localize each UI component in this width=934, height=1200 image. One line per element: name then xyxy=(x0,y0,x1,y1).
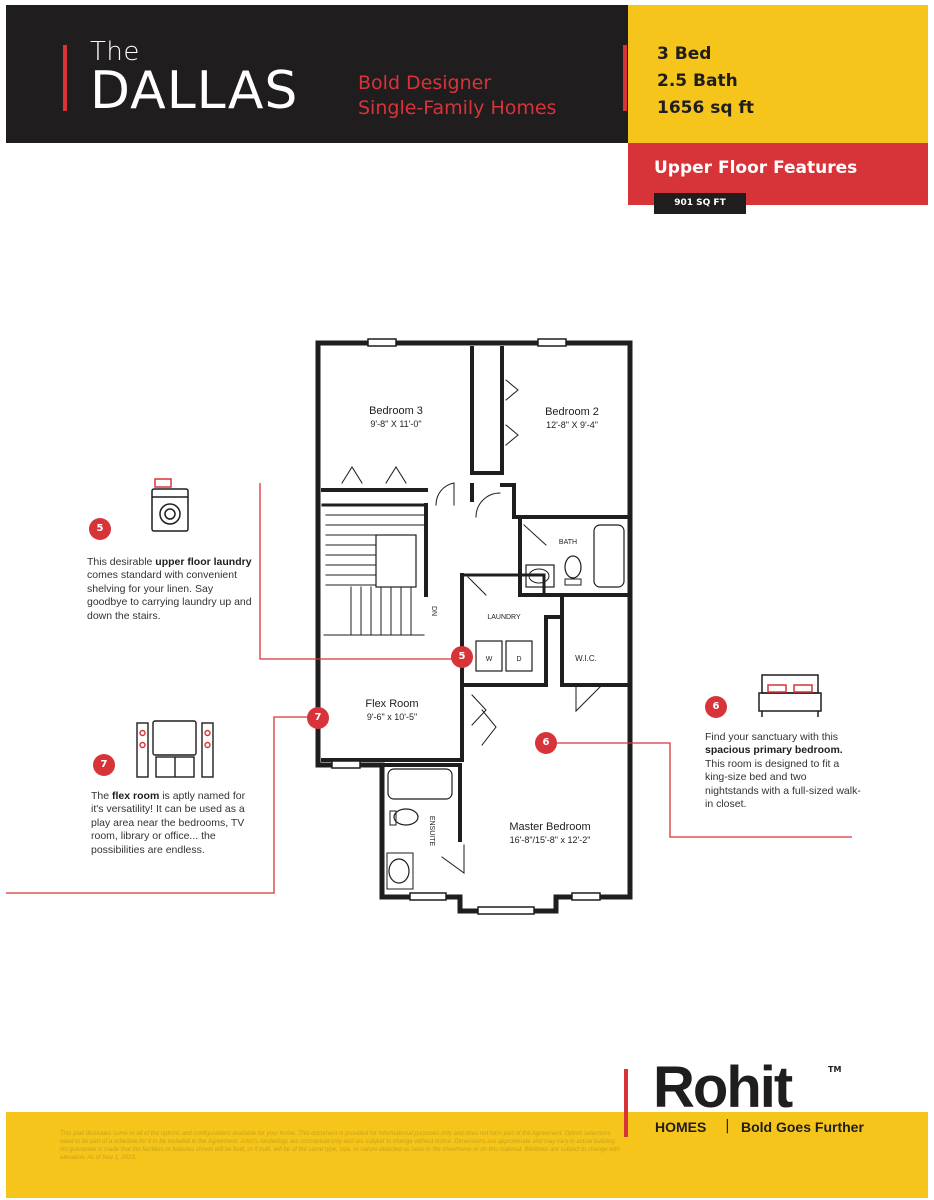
wall-bedroom2-south xyxy=(502,485,630,517)
brochure-page xyxy=(6,5,928,1198)
floor-plan xyxy=(6,5,928,1105)
ensuite-tub xyxy=(388,769,452,799)
model-name: DALLAS xyxy=(90,61,299,121)
bath-label: BATH xyxy=(558,539,578,546)
entertainment-center-icon xyxy=(137,721,213,777)
bath-count: 2.5 Bath xyxy=(657,71,738,91)
ensuite-toilet xyxy=(394,809,418,825)
callout-badge-flex: 7 xyxy=(93,754,115,776)
laundry-label: LAUNDRY xyxy=(487,614,521,621)
rohit-logo: Rohit xyxy=(653,1055,792,1120)
stairs-down-label: DN xyxy=(430,605,437,617)
wall-bedroom2-closet xyxy=(472,348,502,473)
trademark-mark: TM xyxy=(828,1065,842,1074)
callout-badge-bedroom: 6 xyxy=(705,696,727,718)
logo-homes: HOMES xyxy=(655,1119,707,1135)
wic-label: W.I.C. xyxy=(575,654,597,663)
washing-machine-icon xyxy=(152,479,188,531)
plan-marker-bedroom: 6 xyxy=(535,732,557,754)
brand-slogan: Bold Goes Further xyxy=(741,1119,864,1135)
stair-well xyxy=(376,535,416,587)
callout-bedroom-highlight: spacious primary bedroom. xyxy=(705,744,843,757)
plan-marker-laundry: 5 xyxy=(451,646,473,668)
closet-doors xyxy=(342,380,518,483)
tagline-line-1: Bold Designer xyxy=(358,72,492,94)
dryer-label: D xyxy=(516,656,522,663)
logo-accent-bar xyxy=(624,1069,628,1137)
callout-bedroom-text: Find your sanctuary with this spacious primary bedroom. This room is designed to fit a king-size bed and two nightstands with a full-sized walk-in closet. xyxy=(705,731,861,811)
title-prefix: The xyxy=(90,37,140,67)
tagline-line-2: Single-Family Homes xyxy=(358,97,557,119)
callout-flex-text: The flex room is aptly named for it's versatility! It can be used as a play area near the bedrooms, TV room, library or office... the possibilities are endless. xyxy=(91,790,246,856)
wall-wic xyxy=(562,595,630,685)
square-footage: 1656 sq ft xyxy=(657,98,754,118)
washer-label: W xyxy=(485,656,493,663)
floor-sqft-tag: 901 SQ FT xyxy=(654,193,746,214)
callout-laundry-text: This desirable upper floor laundry comes standard with convenient shelving for your linen. Say goodbye to carrying laundry up and down the stairs. xyxy=(87,556,252,622)
bath-toilet xyxy=(565,556,581,578)
bedroom2-dims: 12'-8" X 9'-4" xyxy=(546,420,598,430)
bedroom3-dims: 9'-8" X 11'-0" xyxy=(370,419,422,429)
callout-flex-highlight: flex room xyxy=(112,790,160,802)
bed-icon xyxy=(759,675,821,717)
bedroom2-name: Bedroom 2 xyxy=(545,406,599,418)
master-bedroom-name: Master Bedroom xyxy=(509,821,591,833)
legal-disclaimer: This plan illustrates some or all of the options and configurations available for your home. This document is provided for informational purposes only and does not form part of the Agreement. Option selections need to be part of a schedule for it to be included in the Agreement. Artist's renderings are conceptual only and are subject to change without notice. Dimensions are approximate and may vary in actual building. No guarantee is made that the facilities or features shown will be built, or if built, will be of the same type, size, or nature depicted as seen in the showhome or on this material. Windows are subject to change with elevation. As of Nov 1, 2023. xyxy=(60,1131,620,1161)
wall-laundry-north xyxy=(462,575,544,595)
plan-marker-flex: 7 xyxy=(307,707,329,729)
stair-treads xyxy=(324,515,424,635)
ensuite-label: ENSUITE xyxy=(428,815,435,847)
logo-separator: | xyxy=(725,1118,730,1134)
callout-badge-laundry: 5 xyxy=(89,518,111,540)
bathtub xyxy=(594,525,624,587)
bedroom3-name: Bedroom 3 xyxy=(369,405,423,417)
master-bedroom-dims: 16'-8"/15'-8" x 12'-2" xyxy=(509,835,591,845)
wall-laundry xyxy=(462,575,562,685)
flex-room-dims: 9'-6" x 10'-5" xyxy=(366,712,418,722)
callout-laundry-highlight: upper floor laundry xyxy=(155,556,252,568)
bed-count: 3 Bed xyxy=(657,44,712,64)
flex-room-name: Flex Room xyxy=(365,698,419,710)
ensuite-sink xyxy=(389,859,409,883)
features-title: Upper Floor Features xyxy=(654,158,858,178)
